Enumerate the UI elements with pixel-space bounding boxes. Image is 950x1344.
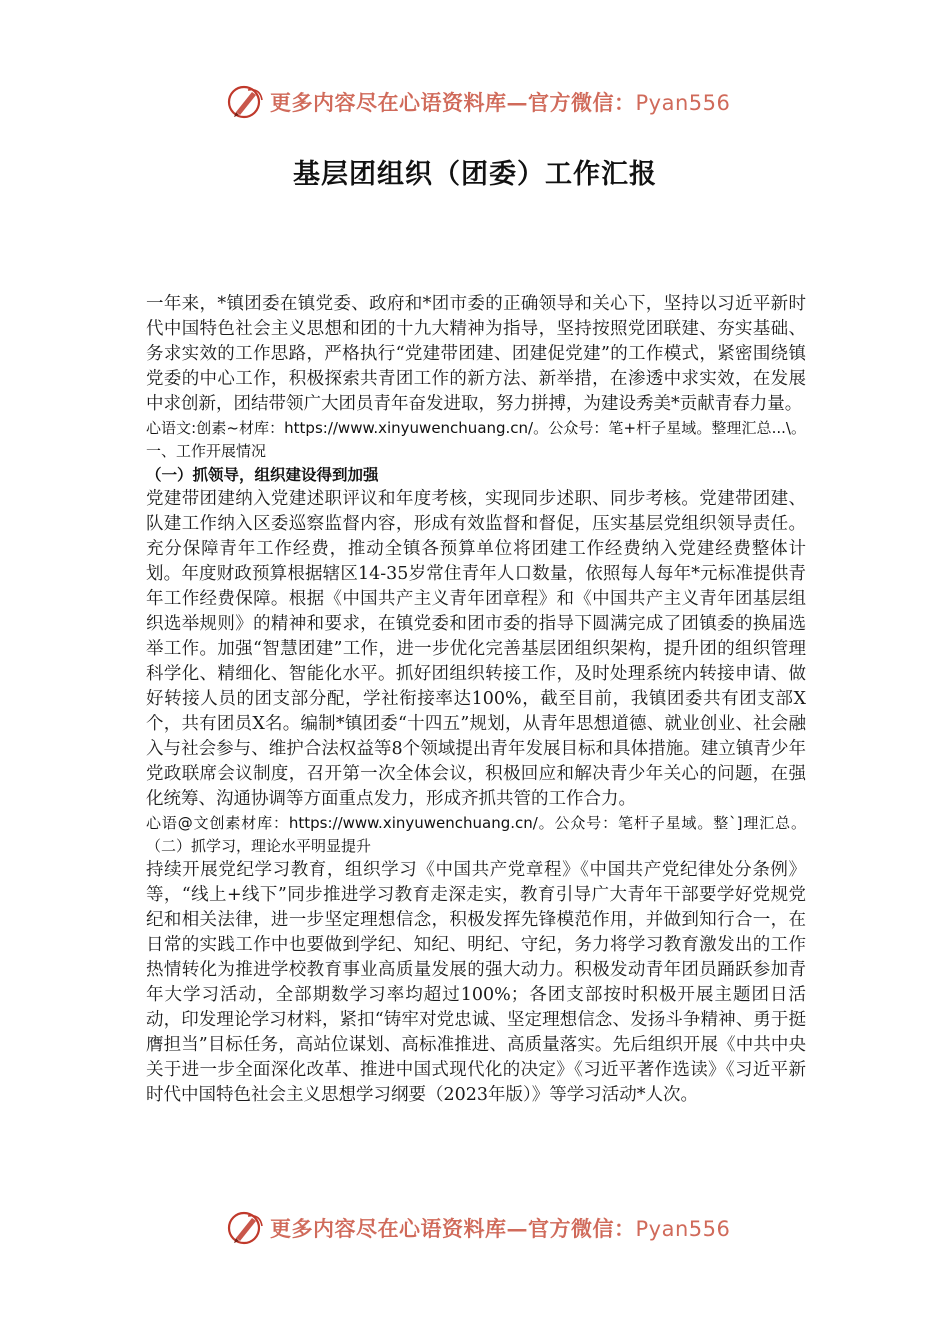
pen-logo-icon: [226, 1208, 266, 1248]
document-body: [146, 292, 806, 1108]
intro-paragraph: 一年来，*镇团委在镇党委、政府和*团市委的正确领导和关心下，坚持以习近平新时代中国特色社会主义思想和团的十九大精神为指导，坚持按照党团联建、夯实基础、务求实效的工作思路，严格执行“党建带团建、团建促党建”的工作模式，紧密围绕镇党委的中心工作，积极探索共青团工作的新方法、新举措，在渗透中求实效，在发展中求创新，团结带领广大团员青年奋发进取，努力拼搏，为建设秀美*贡献青春力量。: [146, 294, 806, 414]
banner-wechat-id: Pyan556: [635, 91, 731, 115]
pen-logo-icon: [226, 82, 266, 122]
footer-banner: [226, 1208, 730, 1248]
section-heading: （一）抓领导，组织建设得到加强: [146, 466, 379, 484]
section-paragraph: 党建带团建纳入党建述职评议和年度考核，实现同步述职、同步考核。党建带团建、队建工作纳入区委巡察监督内容，形成有效监督和督促，压实基层党组织领导责任。充分保障青年工作经费，推动全镇各预算单位将团建工作经费纳入党建经费整体计划。年度财政预算根据辖区14-35岁常住青年人口数量，依照每人每年*元标准提供青年工作经费保障。根据《中国共产主义青年团章程》和《中国共产主义青年团基层组织选举规则》的精神和要求，在镇党委和团市委的指导下圆满完成了团镇委的换届选举工作。加强“智慧团建”工作，进一步优化完善基层团组织架构，提升团的组织管理科学化、精细化、智能化水平。抓好团组织转接工作，及时处理系统内转接申请、做好转接人员的团支部分配，学社衔接率达100%，截至目前，我镇团委共有团支部X个，共有团员X名。编制*镇团委“十四五”规划，从青年思想道德、就业创业、社会融入与社会参与、维护合法权益等8个领域提出青年发展目标和具体措施。建立镇青少年党政联席会议制度，召开第一次全体会议，积极回应和解决青少年关心的问题，在强化统筹、沟通协调等方面重点发力，形成齐抓共管的工作合力。: [146, 489, 806, 809]
source-note-heading: 心语@文创素材库：https://www.xinyuwenchuang.cn/。公众号：笔杆子星域。整`]理汇总。（二）抓学习，理论水平明显提升: [146, 814, 806, 855]
banner-wechat-id: Pyan556: [635, 1217, 731, 1241]
header-banner: [226, 82, 730, 122]
banner-text: 更多内容尽在心语资料库—官方微信：Pyan556: [270, 1216, 731, 1241]
banner-text: 更多内容尽在心语资料库—官方微信：Pyan556: [270, 90, 731, 115]
section-paragraph: 持续开展党纪学习教育，组织学习《中国共产党章程》《中国共产党纪律处分条例》等，“线上+线下”同步推进学习教育走深走实，教育引导广大青年干部要学好党规党纪和相关法律，进一步坚定理想信念，积极发挥先锋模范作用，并做到知行合一，在日常的实践工作中也要做到学纪、知纪、明纪、守纪，务力将学习教育激发出的工作热情转化为推进学校教育事业高质量发展的强大动力。积极发动青年团员踊跃参加青年大学习活动，全部期数学习率均超过100%；各团支部按时积极开展主题团日活动，印发理论学习材料，紧扣“铸牢对党忠诚、坚定理想信念、发扬斗争精神、勇于挺膺担当”目标任务，高站位谋划、高标准推进、高质量落实。先后组织开展《中共中央关于进一步全面深化改革、推进中国式现代化的决定》《习近平著作选读》《习近平新时代中国特色社会主义思想学习纲要（2023年版）》等学习活动*人次。: [146, 860, 806, 1105]
source-note: 心语文:创素~材库：https://www.xinyuwenchuang.cn/。公众号：笔+杆子星域。整理汇总...\。一、工作开展情况: [146, 419, 806, 460]
page-title: 基层团组织（团委）工作汇报: [293, 159, 657, 190]
